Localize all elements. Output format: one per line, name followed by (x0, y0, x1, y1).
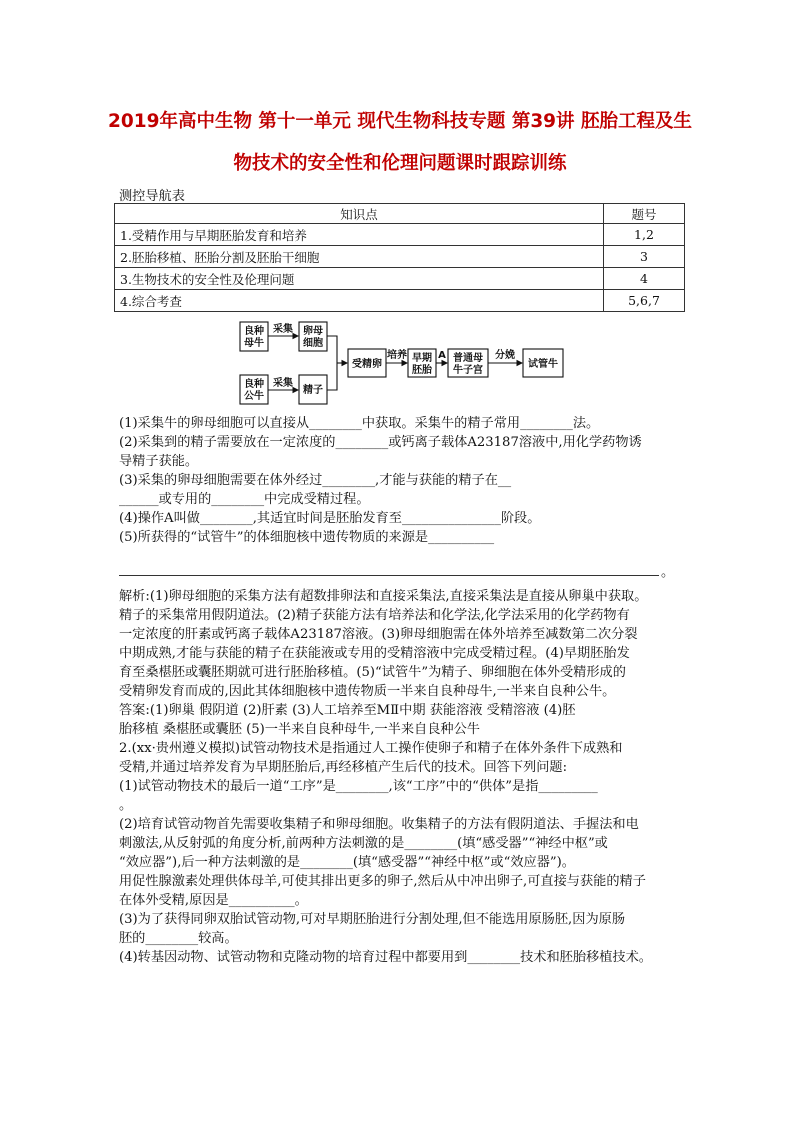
label-oocyte-1: 卵母 (303, 326, 323, 337)
table-header-row (115, 204, 685, 224)
text-line: 刺激法,从反射弧的角度分析,前两种方法刺激的是________(填“感受器”“神经中枢”或 (119, 836, 608, 851)
table-cell: 3.生物技术的安全性及伦理问题 (115, 268, 604, 290)
label-embryo-1: 早期 (412, 353, 432, 364)
end-mark: 。 (661, 565, 675, 580)
question-2-block (119, 739, 689, 967)
table-row (115, 246, 685, 268)
table-cell: 1.受精作用与早期胚胎发育和培养 (115, 224, 604, 246)
text-line: 一定浓度的肝素或钙离子载体A23187溶液。(3)卵母细胞需在体外培养至减数第二次分裂 (119, 627, 638, 642)
label-female-cow-2: 母牛 (244, 338, 264, 349)
text-line: 胎移植 桑椹胚或囊胚 (5)一半来自良种母牛,一半来自良种公牛 (119, 722, 480, 737)
text-line: (4)转基因动物、试管动物和克隆动物的培育过程中都要用到________技术和胚胎移植技术。 (119, 950, 652, 965)
text-line: 用促性腺激素处理供体母羊,可使其排出更多的卵子,然后从中冲出卵子,可直接与获能的精子 (119, 874, 646, 889)
text-line: (1)试管动物技术的最后一道“工序”是________,该“工序”中的“供体”是指_________ (119, 779, 598, 794)
label-collect-top: 采集 (273, 324, 293, 335)
table-row (115, 268, 685, 290)
table-caption: 测控导航表 (119, 189, 185, 204)
text-line: 育至桑椹胚或囊胚期就可进行胚胎移植。(5)“试管牛”为精子、卵细胞在体外受精形成的 (119, 665, 626, 680)
text-line: (5)所获得的“试管牛”的体细胞核中遗传物质的来源是__________ (119, 530, 495, 545)
text-line: (3)采集的卵母细胞需要在体外经过________,才能与获能的精子在__ (119, 473, 512, 488)
text-line: 中期成熟,才能与获能的精子在获能液或专用的受精溶液中完成受精过程。(4)早期胚胎发 (119, 646, 630, 661)
question-1-block (119, 414, 689, 547)
text-line: “效应器”),后一种方法刺激的是________(填“感受器”“神经中枢”或“效应器”)。 (119, 855, 575, 870)
page-title-line-1: 2019年高中生物 第十一单元 现代生物科技专题 第39讲 胚胎工程及生 (108, 111, 692, 132)
text-line: (3)为了获得同卵双胎试管动物,可对早期胚胎进行分割处理,但不能选用原肠胚,因为原肠 (119, 912, 626, 927)
table-cell: 2.胚胎移植、胚胎分割及胚胎干细胞 (115, 246, 604, 268)
table-cell: 4 (604, 268, 685, 290)
label-collect-bottom: 采集 (273, 378, 293, 389)
text-line: 胚的________较高。 (119, 931, 238, 946)
text-line: 受精,并通过培养发育为早期胚胎后,再经移植产生后代的技术。回答下列问题: (119, 760, 568, 775)
label-culture: 培养 (387, 350, 407, 361)
label-birth: 分娩 (495, 350, 515, 361)
text-line: 导精子获能。 (119, 454, 199, 469)
text-line: ______或专用的________中完成受精过程。 (119, 492, 370, 507)
flow-diagram (233, 318, 573, 414)
text-line: 。 (119, 798, 133, 813)
page-title-line-2: 物技术的安全性和伦理问题课时跟踪训练 (233, 153, 567, 174)
answer-blank-line (119, 575, 659, 576)
table-cell: 5,6,7 (604, 290, 685, 312)
text-line: 答案:(1)卵巢 假阴道 (2)肝素 (3)人工培养至MⅡ中期 获能溶液 受精溶液 (4)胚 (119, 703, 576, 718)
label-surrogate-2: 牛子宫 (453, 365, 483, 376)
label-oocyte-2: 细胞 (303, 338, 323, 349)
text-line: (2)采集到的精子需要放在一定浓度的________或钙离子载体A23187溶液中,用化学药物诱 (119, 435, 642, 450)
text-line: 2.(xx·贵州遵义模拟)试管动物技术是指通过人工操作使卵子和精子在体外条件下成熟和 (119, 741, 623, 756)
guide-table (114, 203, 685, 312)
table-cell: 4.综合考查 (115, 290, 604, 312)
label-surrogate-1: 普通母 (453, 353, 483, 364)
label-operation-a: A (438, 350, 446, 361)
text-line: (2)培育试管动物首先需要收集精子和卵母细胞。收集精子的方法有假阴道法、手握法和电 (119, 817, 639, 832)
label-male-cow-2: 公牛 (244, 391, 264, 402)
text-line: (1)采集牛的卵母细胞可以直接从________中获取。采集牛的精子常用________法。 (119, 416, 600, 431)
label-female-cow-1: 良种 (244, 326, 264, 337)
text-line: 受精卵发育而成的,因此其体细胞核中遗传物质一半来自良种母牛,一半来自良种公牛。 (119, 684, 616, 699)
table-cell: 3 (604, 246, 685, 268)
table-row (115, 290, 685, 312)
text-line: 在体外受精,原因是__________。 (119, 893, 308, 908)
analysis-block (119, 587, 689, 739)
label-embryo-2: 胚胎 (412, 365, 432, 376)
header-question-no: 题号 (604, 204, 685, 224)
label-male-cow-1: 良种 (244, 379, 264, 390)
table-cell: 1,2 (604, 224, 685, 246)
header-knowledge: 知识点 (115, 204, 604, 224)
text-line: (4)操作A叫做________,其适宜时间是胚胎发育至_______________阶段。 (119, 511, 541, 526)
text-line: 解析:(1)卵母细胞的采集方法有超数排卵法和直接采集法,直接采集法是直接从卵巢中获取。 (119, 589, 648, 604)
merge-bracket (327, 336, 337, 390)
table-row (115, 224, 685, 246)
label-sperm: 精子 (303, 385, 323, 396)
text-line: 精子的采集常用假阴道法。(2)精子获能方法有培养法和化学法,化学法采用的化学药物有 (119, 608, 630, 623)
label-test-tube-cow: 试管牛 (528, 359, 558, 370)
label-fertilized-egg: 受精卵 (352, 359, 382, 370)
